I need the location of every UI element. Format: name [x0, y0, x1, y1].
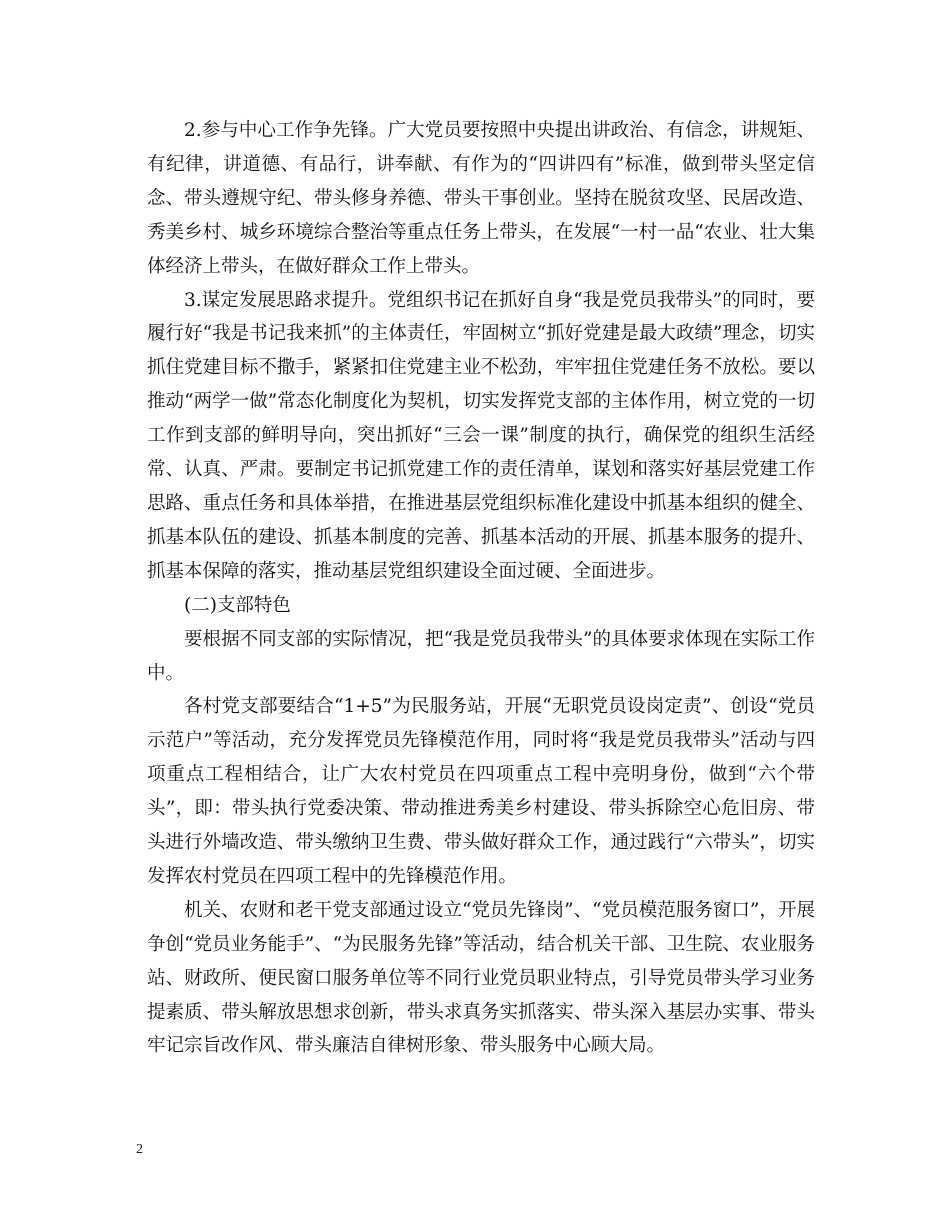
page-number: 2: [136, 1142, 143, 1157]
paragraph-branch-requirements: 要根据不同支部的实际情况，把“我是党员我带头”的具体要求体现在实际工作中。: [147, 628, 815, 684]
paragraph-village-branches: 各村党支部要结合“1+5”为民服务站，开展“无职党员设岗定责”、创设“党员示范户”等活动，充分发挥党员先锋模范作用，同时将“我是党员我带头”活动与四项重点工程相结合，让广大农村党员在四项重点工程中亮明身份，做到“六个带头”，即：带头执行党委决策、带动推进秀美乡村建设、带头拆除空心危旧房、带头进行外墙改造、带头缴纳卫生费、带头做好群众工作，通过践行“六带头”，切实发挥农村党员在四项工程中的先锋模范作用。: [147, 696, 815, 887]
document-body: [147, 114, 815, 1063]
paragraph-participate-center-work: 2.参与中心工作争先锋。广大党员要按照中央提出讲政治、有信念，讲规矩、有纪律，讲道德、有品行，讲奉献、有作为的“四讲四有”标准，做到带头坚定信念、带头遵规守纪、带头修身养德、带头干事创业。坚持在脱贫攻坚、民居改造、秀美乡村、城乡环境综合整治等重点任务上带头，在发展“一村一品“农业、壮大集体经济上带头，在做好群众工作上带头。: [147, 120, 815, 277]
paragraph-development-ideas: 3.谋定发展思路求提升。党组织书记在抓好自身“我是党员我带头”的同时，要履行好“我是书记我来抓”的主体责任，牢固树立“抓好党建是最大政绩”理念，切实抓住党建目标不撒手，紧紧扣住党建主业不松劲，牢牢扭住党建任务不放松。要以推动“两学一做”常态化制度化为契机，切实发挥党支部的主体作用，树立党的一切工作到支部的鲜明导向，突出抓好“三会一课”制度的执行，确保党的组织生活经常、认真、严肃。要制定书记抓党建工作的责任清单，谋划和落实好基层党建工作思路、重点任务和具体举措，在推进基层党组织标准化建设中抓基本组织的健全、抓基本队伍的建设、抓基本制度的完善、抓基本活动的开展、抓基本服务的提升、抓基本保障的落实，推动基层党组织建设全面过硬、全面进步。: [147, 289, 815, 582]
paragraph-agency-branches: 机关、农财和老干党支部通过设立“党员先锋岗”、“党员模范服务窗口”，开展争创“党员业务能手”、“为民服务先锋”等活动，结合机关干部、卫生院、农业服务站、财政所、便民窗口服务单位等不同行业党员职业特点，引导党员带头学习业务提素质、带头解放思想求创新，带头求真务实抓落实、带头深入基层办实事、带头牢记宗旨改作风、带头廉洁自律树形象、带头服务中心顾大局。: [147, 899, 815, 1057]
section-heading-branch-features: (二)支部特色: [184, 594, 291, 616]
